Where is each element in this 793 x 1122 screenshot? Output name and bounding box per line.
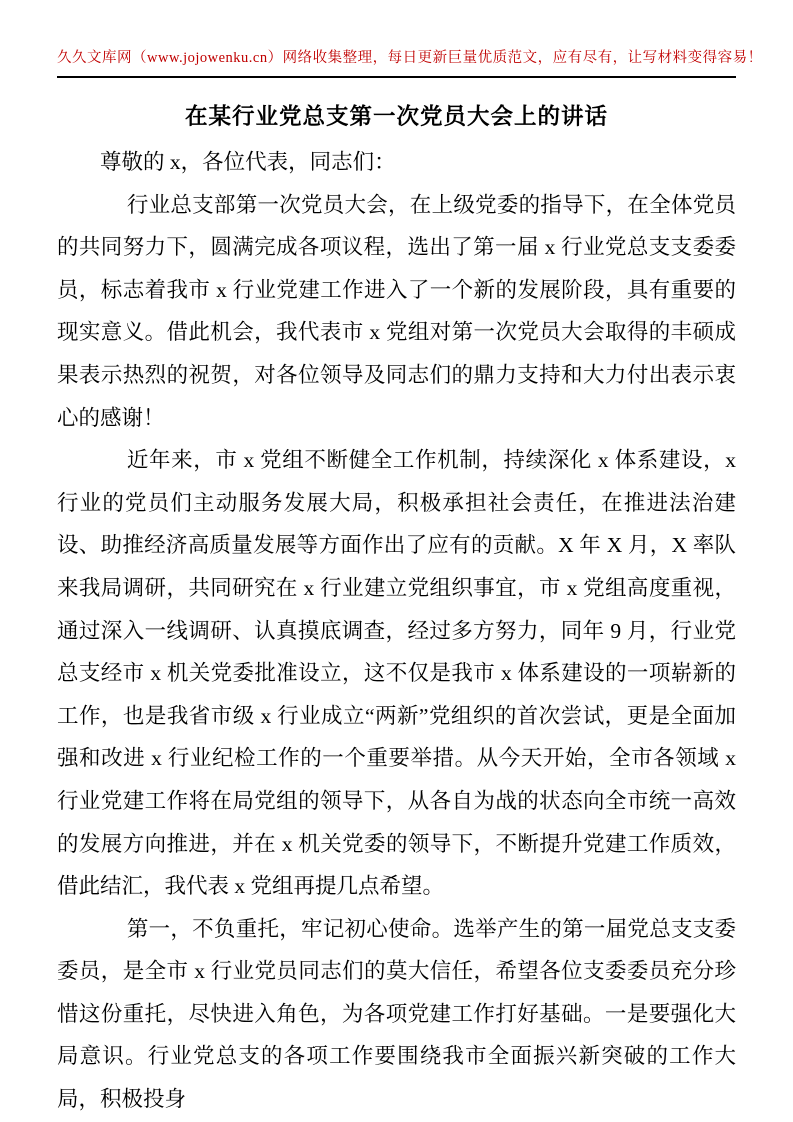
paragraph: 第一，不负重托，牢记初心使命。选举产生的第一届党总支支委委员，是全市 x 行业党员同志们的莫大信任，希望各位支委委员充分珍惜这份重托，尽快进入角色，为各项党建工作打好基础。一是要强化大局意识。行业党总支的各项工作要围绕我市全面振兴新突破的工作大局，积极投身 — [57, 916, 736, 1112]
document-body — [57, 141, 736, 1121]
paragraph: 行业总支部第一次党员大会，在上级党委的指导下，在全体党员的共同努力下，圆满完成各项议程，选出了第一届 x 行业党总支支委委员，标志着我市 x 行业党建工作进入了一个新的发展阶段，具有重要的现实意义。借此机会，我代表市 x 党组对第一次党员大会取得的丰硕成果表示热烈的祝贺，对各位领导及同志们的鼎力支持和大力付出表示衷心的感谢！ — [57, 192, 736, 430]
site-watermark-header: 久久文库网（www.jojowenku.cn）网络收集整理，每日更新巨量优质范文，应有尽有，让写材料变得容易！ — [57, 46, 736, 78]
paragraph: 近年来，市 x 党组不断健全工作机制，持续深化 x 体系建设，x 行业的党员们主动服务发展大局，积极承担社会责任，在推进法治建设、助推经济高质量发展等方面作出了应有的贡献。X 年 X 月，X 率队来我局调研，共同研究在 x 行业建立党组织事宜，市 x 党组高度重视，通过深入一线调研、认真摸底调查，经过多方努力，同年 9 月，行业党总支经市 x 机关党委批准设立，这不仅是我市 x 体系建设的一项崭新的工作，也是我省市级 x 行业成立“两新”党组织的首次尝试，更是全面加强和改进 x 行业纪检工作的一个重要举措。从今天开始，全市各领域 x 行业党建工作将在局党组的领导下，从各自为战的状态向全市统一高效的发展方向推进，并在 x 机关党委的领导下，不断提升党建工作质效，借此结汇，我代表 x 党组再提几点希望。 — [57, 448, 736, 899]
document-title: 在某行业党总支第一次党员大会上的讲话 — [184, 104, 608, 129]
salutation-line: 尊敬的 x，各位代表，同志们： — [100, 150, 396, 174]
